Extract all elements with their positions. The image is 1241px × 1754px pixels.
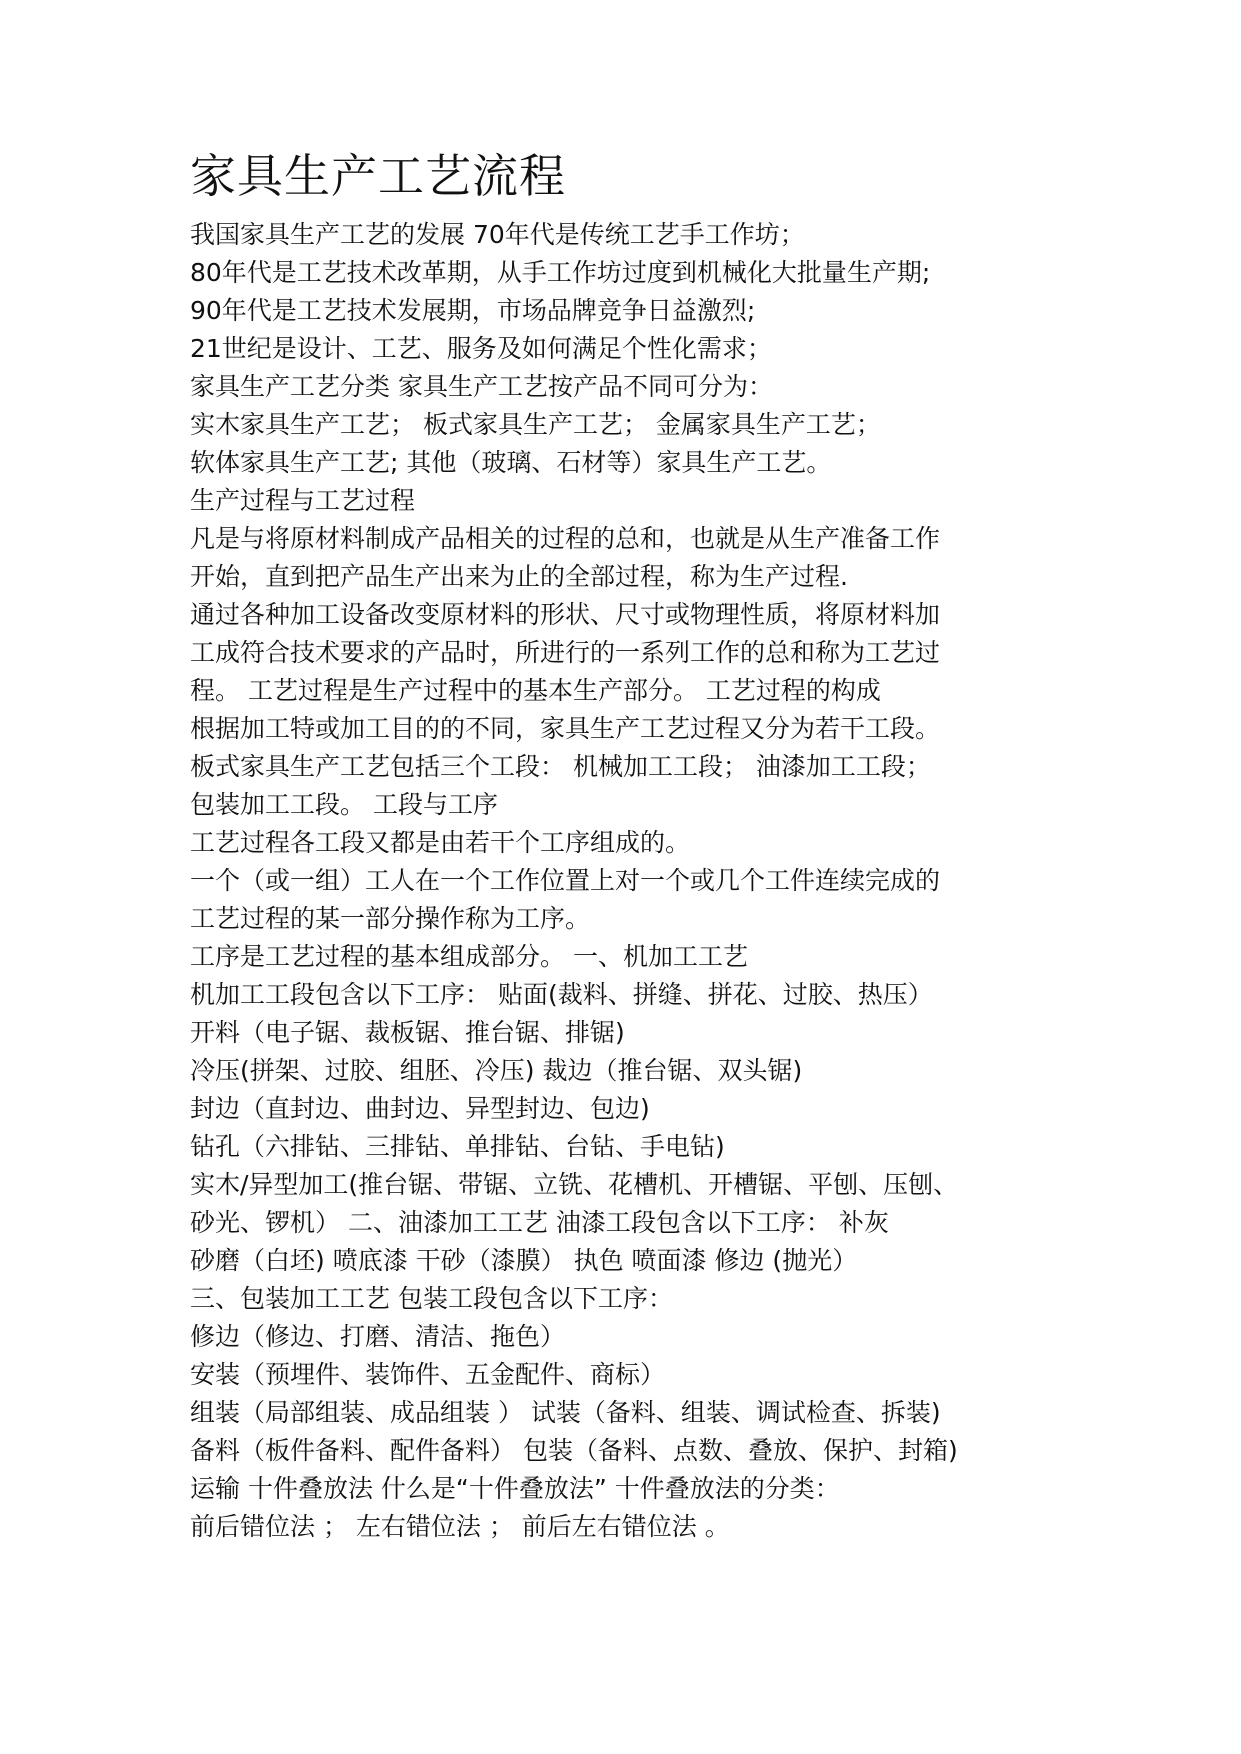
text-line: 我国家具生产工艺的发展 70年代是传统工艺手工作坊；: [190, 220, 805, 249]
text-line: 砂光、锣机） 二、油漆加工工艺 油漆工段包含以下工序： 补灰: [190, 1208, 889, 1237]
text-line: 工艺过程的某一部分操作称为工序。: [190, 904, 591, 933]
text-line: 实木家具生产工艺； 板式家具生产工艺； 金属家具生产工艺；: [190, 410, 881, 439]
text-line: 开料（电子锯、裁板锯、推台锯、排锯): [190, 1018, 625, 1047]
text-line: 组装（局部组装、成品组装 ） 试装（备料、组装、调试检查、拆装): [190, 1398, 941, 1427]
text-line: 开始，直到把产品生产出来为止的全部过程，称为生产过程.: [190, 562, 848, 591]
text-line: 安装（预埋件、装饰件、五金配件、商标）: [190, 1360, 666, 1389]
text-line: 前后错位法 ； 左右错位法 ； 前后左右错位法 。: [190, 1512, 730, 1541]
text-line: 工序是工艺过程的基本组成部分。 一、机加工工艺: [190, 942, 748, 971]
text-line: 生产过程与工艺过程: [190, 486, 416, 515]
text-line: 通过各种加工设备改变原材料的形状、尺寸或物理性质，将原材料加: [190, 600, 941, 629]
text-line: 备料（板件备料、配件备料） 包装（备料、点数、叠放、保护、封箱): [190, 1436, 958, 1465]
text-line: 软体家具生产工艺; 其他（玻璃、石材等）家具生产工艺。: [190, 448, 832, 477]
document-body: [190, 216, 1052, 1546]
text-line: 实木/异型加工(推台锯、带锯、立铣、花槽机、开槽锯、平刨、压刨、: [190, 1170, 959, 1199]
text-line: 凡是与将原材料制成产品相关的过程的总和，也就是从生产准备工作: [190, 524, 941, 553]
text-line: 根据加工特或加工目的的不同，家具生产工艺过程又分为若干工段。: [190, 714, 941, 743]
text-line: 工成符合技术要求的产品时，所进行的一系列工作的总和称为工艺过: [190, 638, 941, 667]
text-line: 工艺过程各工段又都是由若干个工序组成的。: [190, 828, 691, 857]
text-line: 砂磨（白坯) 喷底漆 干砂（漆膜） 执色 喷面漆 修边 (抛光）: [190, 1246, 858, 1275]
text-line: 修边（修边、打磨、清洁、拖色）: [190, 1322, 566, 1351]
text-line: 90年代是工艺技术发展期，市场品牌竞争日益激烈;: [190, 296, 756, 325]
text-line: 运输 十件叠放法 什么是“十件叠放法” 十件叠放法的分类：: [190, 1474, 840, 1503]
text-line: 一个（或一组）工人在一个工作位置上对一个或几个工件连续完成的: [190, 866, 941, 895]
document-title: 家具生产工艺流程: [190, 149, 566, 203]
text-line: 程。 工艺过程是生产过程中的基本生产部分。 工艺过程的构成: [190, 676, 881, 705]
text-line: 21世纪是设计、工艺、服务及如何满足个性化需求；: [190, 334, 772, 363]
text-line: 包装加工工段。 工段与工序: [190, 790, 498, 819]
text-line: 三、包装加工工艺 包装工段包含以下工序：: [190, 1284, 673, 1313]
text-line: 80年代是工艺技术改革期，从手工作坊过度到机械化大批量生产期;: [190, 258, 931, 287]
text-line: 板式家具生产工艺包括三个工段： 机械加工工段； 油漆加工工段；: [190, 752, 931, 781]
text-line: 封边（直封边、曲封边、异型封边、包边): [190, 1094, 650, 1123]
text-line: 冷压(拼架、过胶、组胚、冷压) 裁边（推台锯、双头锯): [190, 1056, 803, 1085]
text-line: 机加工工段包含以下工序： 贴面(裁料、拼缝、拼花、过胶、热压）: [190, 980, 933, 1009]
text-line: 钻孔（六排钻、三排钻、单排钻、台钻、手电钻): [190, 1132, 725, 1161]
text-line: 家具生产工艺分类 家具生产工艺按产品不同可分为：: [190, 372, 773, 401]
